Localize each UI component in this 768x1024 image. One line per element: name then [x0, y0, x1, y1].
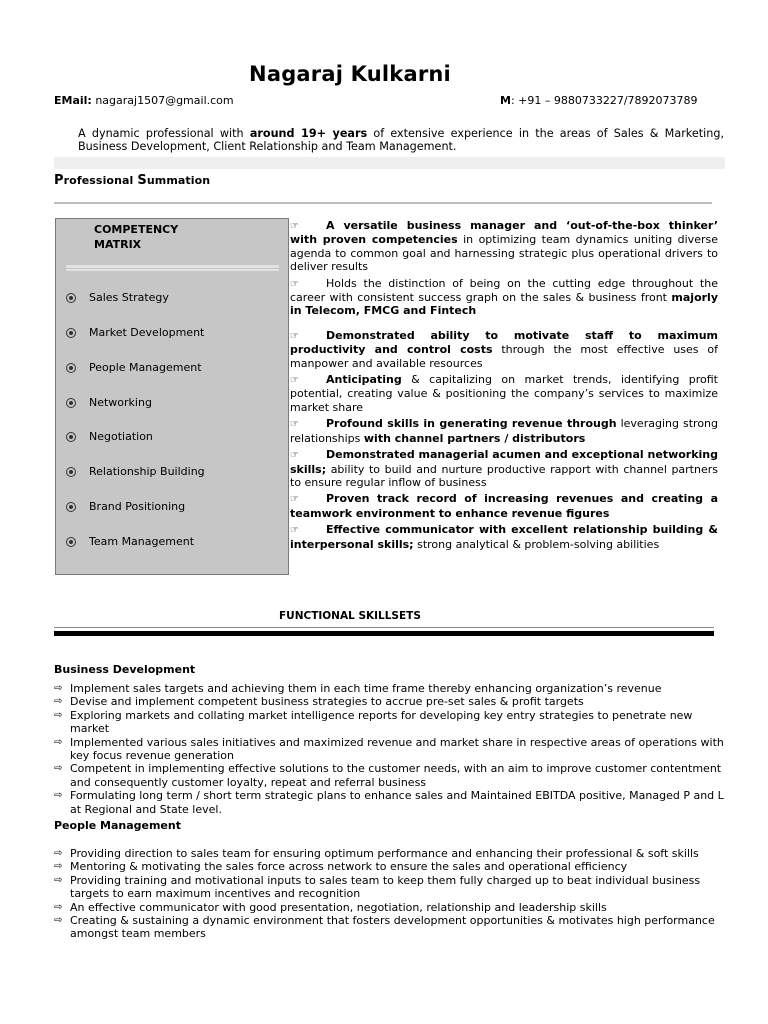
summary-bold-text: Anticipating — [326, 373, 402, 387]
summary-bold-text: majorly in Telecom, FMCG and Fintech — [290, 291, 718, 318]
heading-cap-s: S — [137, 173, 147, 188]
competency-title-line1: COMPETENCY — [94, 223, 179, 236]
arrow-right-icon: ⇨ — [54, 696, 63, 708]
competency-item-label: Sales Strategy — [89, 291, 169, 304]
list-item-text: Competent in implementing effective solutions to the customer needs, with an aim to improve customer contentment and consequently customer loyalty, repeat and referral business — [70, 762, 722, 789]
competency-item — [66, 291, 169, 304]
competency-item-label: Market Development — [89, 326, 205, 339]
pointing-hand-icon: ☞ — [290, 494, 299, 506]
summary-text: in optimizing team dynamics uniting diverse agenda to common goal and harnessing strategic plus operational drivers to deliver results — [290, 233, 718, 274]
email-line — [54, 94, 234, 107]
summary-bold-text: Proven track record of increasing revenues and creating a teamwork environment to enhance revenue figures — [290, 492, 718, 520]
list-item-text: Creating & sustaining a dynamic environment that fosters development opportunities & motivates high performance amongst team members — [70, 914, 715, 941]
summary-point — [290, 448, 718, 489]
summary-bold-text: Demonstrated managerial acumen and exceptional networking skills; — [290, 448, 718, 476]
summary-text: & capitalizing on market trends, identifying profit potential, creating value & positioning the company’s services to maximize market share — [290, 373, 718, 414]
competency-item — [66, 500, 185, 513]
arrow-right-icon: ⇨ — [54, 763, 63, 775]
competency-item — [66, 396, 152, 409]
summation-divider — [54, 202, 712, 204]
list-item-text: Devise and implement competent business strategies to accrue pre-set sales & profit targets — [70, 695, 584, 709]
arrow-right-icon: ⇨ — [54, 790, 63, 802]
summary-text: through the most effective uses of manpower and available resources — [290, 343, 718, 370]
mobile-label: M — [500, 94, 511, 107]
mobile-line — [500, 94, 698, 107]
competency-item-label: Brand Positioning — [89, 500, 186, 513]
summary-bold-text: with channel partners / distributors — [363, 431, 586, 445]
functional-skillsets-heading: FUNCTIONAL SKILLSETS — [279, 610, 421, 622]
people-management-title: People Management — [54, 819, 181, 832]
list-item — [54, 682, 724, 695]
email-value: nagaraj1507@gmail.com — [95, 94, 234, 107]
radio-dot-icon — [66, 328, 76, 338]
summary-point — [290, 417, 718, 445]
list-item-text: Exploring markets and collating market intelligence reports for developing key entry strategies to penetrate new market — [70, 708, 693, 736]
candidate-name: Nagaraj Kulkarni — [249, 62, 451, 86]
arrow-right-icon: ⇨ — [54, 915, 63, 927]
radio-dot-icon — [66, 502, 76, 512]
arrow-right-icon: ⇨ — [54, 683, 63, 694]
list-item-text: Providing direction to sales team for ensuring optimum performance and enhancing their professional & soft skills — [70, 847, 699, 860]
pointing-hand-icon: ☞ — [290, 330, 299, 342]
intro-bold: around 19+ years — [249, 127, 368, 140]
list-item — [54, 914, 724, 941]
radio-dot-icon — [66, 363, 76, 373]
summary-bold-text: Effective communicator with excellent relationship building & interpersonal skills; — [290, 523, 718, 551]
list-item-text: Providing training and motivational inputs to sales team to keep them fully charged up to beat individual business targets to earn maximum incentives and recognition — [70, 873, 701, 901]
summary-point — [290, 373, 718, 414]
list-item — [54, 695, 724, 708]
competency-item-label: Team Management — [89, 535, 195, 548]
competency-matrix-box — [55, 218, 289, 575]
intro-pre: A dynamic professional with — [78, 127, 250, 140]
competency-item — [66, 465, 205, 478]
competency-title-line2: MATRIX — [94, 237, 142, 251]
list-item — [54, 736, 724, 763]
functional-divider-thick — [54, 631, 714, 636]
business-development-title: Business Development — [54, 663, 196, 676]
pointing-hand-icon: ☞ — [290, 525, 299, 537]
summary-point — [290, 523, 718, 551]
competency-item — [66, 361, 202, 374]
list-item — [54, 847, 724, 860]
arrow-right-icon: ⇨ — [54, 848, 63, 859]
summary-point — [290, 492, 718, 520]
intro-post: of extensive experience in the areas of Sales & Marketing, Business Development, Client Relationship and Team Management. — [78, 127, 724, 154]
summary-point — [290, 277, 718, 318]
radio-dot-icon — [66, 432, 76, 442]
heading-rest-s: ummation — [146, 174, 211, 187]
radio-dot-icon — [66, 293, 76, 303]
summary-point — [290, 219, 718, 274]
list-item — [54, 789, 724, 816]
people-management-list — [54, 847, 724, 941]
pointing-hand-icon: ☞ — [290, 278, 299, 290]
list-item-text: Formulating long term / short term strategic plans to enhance sales and Maintained EBITDA positive, Managed P and L at Regional and State level. — [70, 789, 724, 816]
competency-item-label: Networking — [89, 396, 152, 409]
competency-item — [66, 535, 194, 548]
summary-bold-text: Profound skills in generating revenue through — [326, 417, 617, 431]
heading-cap-p: P — [54, 173, 64, 188]
arrow-right-icon: ⇨ — [54, 901, 63, 913]
competency-title — [94, 223, 178, 252]
email-label: EMail: — [54, 94, 92, 107]
list-item-text: Implemented various sales initiatives and maximized revenue and market share in respective areas of operations with key focus revenue generation — [70, 735, 724, 763]
pointing-hand-icon: ☞ — [290, 419, 299, 431]
functional-divider-thin — [54, 627, 714, 628]
pointing-hand-icon: ☞ — [290, 450, 299, 462]
pointing-hand-icon: ☞ — [290, 221, 299, 232]
pointing-hand-icon: ☞ — [290, 375, 299, 387]
list-item — [54, 874, 724, 901]
heading-rest-p: rofessional — [63, 174, 138, 187]
list-item-text: Mentoring & motivating the sales force across network to ensure the sales and operational efficiency — [70, 860, 628, 874]
intro-shading-bar — [54, 157, 725, 169]
intro-paragraph — [78, 127, 724, 154]
competency-divider-2 — [66, 269, 279, 271]
arrow-right-icon: ⇨ — [54, 709, 63, 721]
list-item-text: Implement sales targets and achieving them in each time frame thereby enhancing organization’s revenue — [70, 682, 662, 695]
radio-dot-icon — [66, 467, 76, 477]
summary-text: Holds the distinction of being on the cutting edge throughout the career with consistent success graph on the sales & business front — [290, 276, 718, 305]
list-item-text: An effective communicator with good presentation, negotiation, relationship and leadership skills — [70, 900, 607, 914]
competency-item — [66, 430, 153, 443]
arrow-right-icon: ⇨ — [54, 874, 63, 886]
competency-item-label: Negotiation — [89, 430, 153, 443]
summary-text: leveraging strong relationships — [290, 417, 719, 445]
summary-text: ability to build and nurture productive rapport with channel partners to ensure regular inflow of business — [290, 462, 718, 489]
summary-bold-text: Demonstrated ability to motivate staff to maximum productivity and control costs — [290, 328, 718, 357]
list-item — [54, 860, 724, 873]
summation-heading — [54, 173, 210, 188]
arrow-right-icon: ⇨ — [54, 861, 63, 873]
competency-item-label: Relationship Building — [89, 465, 205, 478]
arrow-right-icon: ⇨ — [54, 736, 63, 748]
competency-item — [66, 326, 204, 339]
summary-point — [290, 329, 718, 370]
summary-bold-text: A versatile business manager and ‘out-of-the-box thinker’ with proven competencies — [290, 219, 718, 247]
list-item — [54, 762, 724, 789]
competency-divider — [66, 265, 279, 268]
summary-text: strong analytical & problem-solving abilities — [413, 537, 660, 551]
summary-list — [290, 219, 718, 554]
competency-item-label: People Management — [89, 361, 202, 374]
list-item — [54, 901, 724, 914]
radio-dot-icon — [66, 398, 76, 408]
list-item — [54, 709, 724, 736]
business-development-list — [54, 682, 724, 816]
radio-dot-icon — [66, 537, 76, 547]
mobile-value: : +91 – 9880733227/7892073789 — [510, 94, 698, 107]
